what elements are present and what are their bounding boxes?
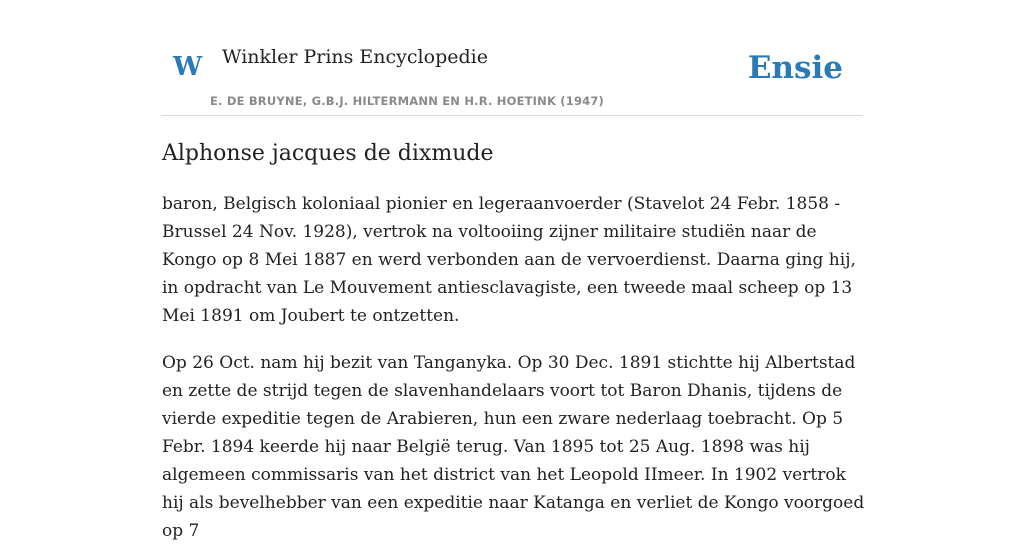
ensie-logo[interactable]: Ensie <box>747 50 843 86</box>
source-header <box>162 40 862 116</box>
article-title: Alphonse jacques de dixmude <box>162 141 494 166</box>
source-authors: E. DE BRUYNE, G.B.J. HILTERMANN EN H.R. HOETINK (1947) <box>210 94 605 108</box>
source-title[interactable]: Winkler Prins Encyclopedie <box>222 46 488 68</box>
article-paragraph: baron, Belgisch koloniaal pionier en legeraanvoerder (Stavelot 24 Febr. 1858 - Brussel 24 Nov. 1928), vertrok na voltooiing zijner militaire studiën naar de Kongo op 8 Mei 1887 en werd verbonden aan de vervoerdienst. Daarna ging hij, in opdracht van Le Mouvement antiesclavagiste, een tweede maal scheep op 13 Mei 1891 om Joubert te ontzetten. <box>162 194 856 326</box>
article-paragraph: Op 26 Oct. nam hij bezit van Tanganyka. Op 30 Dec. 1891 stichtte hij Albertstad en zette de strijd tegen de slavenhandelaars voort tot Baron Dhanis, tijdens de vierde expeditie tegen de Arabieren, hun een zware nederlaag toebracht. Op 5 Febr. 1894 keerde hij naar België terug. Van 1895 tot 25 Aug. 1898 was hij algemeen commissaris van het district van het Leopold IImeer. In 1902 vertrok hij als bevelhebber van een expeditie naar Katanga en verliet de Kongo voorgoed op 7 <box>162 353 865 541</box>
source-logo[interactable]: W <box>173 52 203 82</box>
article <box>162 138 868 545</box>
